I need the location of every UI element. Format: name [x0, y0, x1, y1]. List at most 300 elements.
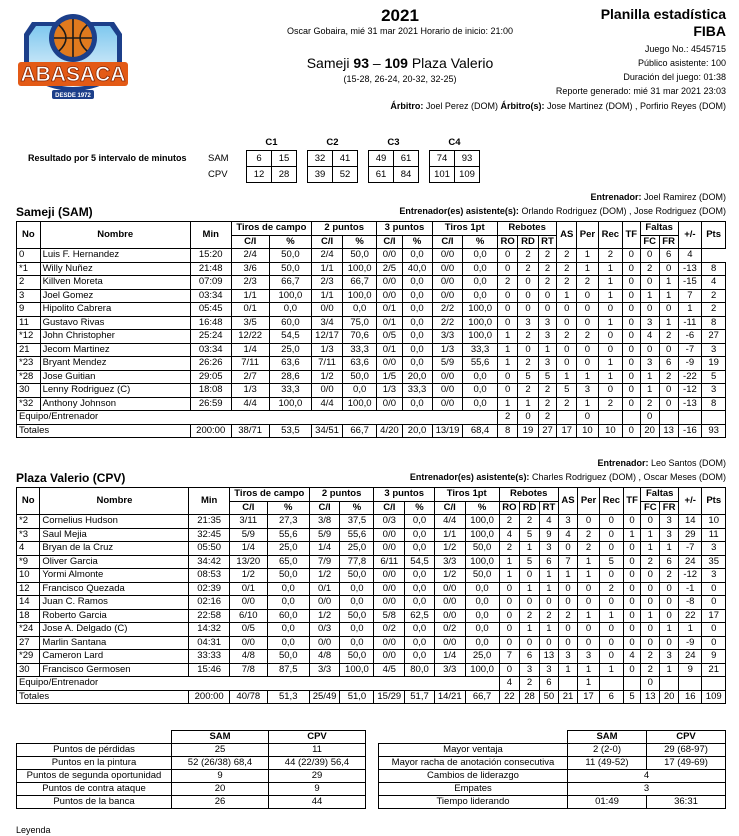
minutes: 15:46: [189, 663, 229, 677]
2pt-made-att: 12/17: [312, 330, 343, 344]
def-reb: 0: [518, 289, 538, 303]
player-name: Bryant Mendez: [40, 357, 190, 371]
blocks: 0: [623, 542, 641, 556]
fouls-received: 1: [659, 289, 678, 303]
summary-label: Cambios de liderazgo: [379, 770, 568, 783]
3pt-pct: 0,0: [405, 515, 435, 529]
2pt-made-att: 7/9: [309, 555, 340, 569]
total-reb: 6: [540, 555, 559, 569]
title-fiba: FIBA: [693, 23, 726, 39]
player-name: Joel Gomez: [40, 289, 190, 303]
ft-made-att: 0/0: [434, 636, 465, 650]
total-reb: 3: [538, 316, 557, 330]
off-reb: 0: [499, 663, 519, 677]
assists: 0: [557, 343, 577, 357]
fouls-received: 0: [660, 596, 679, 610]
ft-pct: 25,0: [465, 650, 499, 664]
col-made-attempted: C/I: [432, 235, 463, 249]
minutes: 18:08: [190, 384, 231, 398]
total-2pt-made-att: 34/51: [312, 424, 343, 438]
minutes: 14:32: [189, 623, 229, 637]
2pt-made-att: 0/1: [309, 582, 340, 596]
fouls-committed: 0: [640, 276, 659, 290]
plus-minus: 7: [678, 289, 702, 303]
title-main: Planilla estadística: [600, 6, 726, 22]
summary-value: 29 (68-97): [647, 744, 726, 757]
col-free-throws: Tiros 1pt: [432, 222, 497, 236]
3pt-made-att: 0/0: [374, 528, 405, 542]
turnovers: 2: [578, 528, 600, 542]
turnovers: 0: [578, 582, 600, 596]
total-reb: 3: [540, 663, 559, 677]
player-row: [17, 515, 726, 529]
2pt-made-att: 0/0: [312, 303, 343, 317]
game-meta: [520, 42, 726, 98]
fouls-received: 1: [659, 276, 678, 290]
off-reb: 0: [497, 316, 518, 330]
steals: 1: [598, 289, 622, 303]
fouls-committed: 1: [640, 384, 659, 398]
total-3pt-pct: 20,0: [402, 424, 432, 438]
assistant-label: Entrenador(es) asistente(s):: [409, 472, 530, 482]
player-number: 4: [17, 542, 40, 556]
points: 9: [702, 650, 726, 664]
col-2pt: 2 puntos: [309, 488, 374, 502]
summary-value: 4: [568, 770, 726, 783]
col-field-goals: Tiros de campo: [229, 488, 309, 502]
empty-cell: [702, 411, 726, 425]
col-percent: %: [267, 501, 309, 515]
total-reb: 5: [538, 370, 557, 384]
plus-minus: -7: [679, 542, 702, 556]
2pt-pct: 75,0: [342, 316, 376, 330]
summary-value: 01:49: [568, 796, 647, 809]
2pt-made-att: 7/11: [312, 357, 343, 371]
player-row: [17, 357, 726, 371]
summary-table-game: [378, 730, 726, 809]
player-stats-table: [16, 487, 726, 704]
col-total-reb: RT: [538, 235, 557, 249]
fg-made-att: 1/2: [229, 569, 267, 583]
fouls-received: 6: [660, 555, 679, 569]
fg-pct: 50,0: [269, 249, 311, 263]
ft-made-att: 0/0: [432, 249, 463, 263]
plus-minus: 14: [679, 515, 702, 529]
3pt-pct: 0,0: [402, 357, 432, 371]
player-name: Saul Mejia: [40, 528, 189, 542]
2pt-made-att: 1/2: [309, 609, 340, 623]
game-number: Juego No.: 4545715: [644, 44, 726, 54]
fg-pct: 100,0: [269, 397, 311, 411]
player-name: Jose Guitian: [40, 370, 190, 384]
fg-pct: 54,5: [269, 330, 311, 344]
blocks: 0: [622, 262, 640, 276]
fg-made-att: 2/4: [231, 249, 269, 263]
3pt-made-att: 0/0: [377, 276, 402, 290]
player-number: *3: [17, 528, 40, 542]
2pt-pct: 50,0: [340, 650, 374, 664]
plus-minus: 24: [679, 555, 702, 569]
empty-cell: [678, 411, 702, 425]
col-total-reb: RT: [540, 501, 559, 515]
summary-label: Puntos de pérdidas: [17, 744, 172, 757]
total-2pt-pct: 51,0: [340, 690, 374, 704]
player-name: Oliver Garcia: [40, 555, 189, 569]
summary-row: [17, 783, 366, 796]
player-name: Willy Nuñez: [40, 262, 190, 276]
steals: 0: [599, 636, 623, 650]
total-fouls-committed: 13: [641, 690, 660, 704]
player-row: [17, 555, 726, 569]
interval-value: 101: [430, 167, 455, 183]
3pt-made-att: 0/0: [377, 249, 402, 263]
summary-team-header: CPV: [269, 731, 366, 744]
interval-value: 61: [394, 151, 419, 167]
player-row: [17, 276, 726, 290]
ft-made-att: 3/3: [432, 330, 463, 344]
player-number: *24: [17, 623, 40, 637]
assists: 0: [558, 542, 577, 556]
summary-value: 29: [269, 770, 366, 783]
team-coach-label: Equipo/Entrenador: [17, 411, 191, 425]
team-name: Sameji (SAM): [16, 205, 93, 219]
fouls-committed: 0: [640, 411, 659, 425]
def-reb: 2: [518, 384, 538, 398]
total-reb: 0: [540, 596, 559, 610]
fouls-committed: 2: [641, 555, 660, 569]
player-row: [17, 582, 726, 596]
assists: 2: [557, 249, 577, 263]
total-minutes: 200:00: [190, 424, 231, 438]
fg-pct: 0,0: [267, 596, 309, 610]
summary-label: Empates: [379, 783, 568, 796]
team-coach-label: Equipo/Entrenador: [17, 677, 189, 691]
col-percent: %: [402, 235, 432, 249]
2pt-pct: 70,6: [342, 330, 376, 344]
col-off-reb: RO: [499, 501, 519, 515]
blocks: 0: [623, 596, 641, 610]
summary-team-header: CPV: [647, 731, 726, 744]
ft-pct: 55,6: [463, 357, 497, 371]
total-reb: 4: [540, 515, 559, 529]
def-reb: 2: [520, 515, 540, 529]
away-score: 109: [384, 55, 408, 71]
assists: 1: [557, 289, 577, 303]
referees-label: Árbitro(s):: [500, 101, 545, 111]
turnovers: 3: [577, 384, 599, 398]
turnovers: 0: [577, 343, 599, 357]
fg-pct: 0,0: [269, 303, 311, 317]
ft-made-att: 0/0: [434, 609, 465, 623]
player-number: 11: [17, 316, 41, 330]
off-reb: 2: [499, 515, 519, 529]
def-reb: 5: [518, 370, 538, 384]
points: 10: [702, 515, 726, 529]
empty-cell: [660, 677, 679, 691]
total-fg-made-att: 40/78: [229, 690, 267, 704]
assists: 2: [557, 262, 577, 276]
total-steals: 6: [599, 690, 623, 704]
summary-value: 9: [172, 770, 269, 783]
game-duration: Duración del juego: 01:38: [623, 72, 726, 82]
turnovers: 2: [578, 542, 600, 556]
2pt-pct: 77,8: [340, 555, 374, 569]
fouls-received: 2: [660, 569, 679, 583]
fg-made-att: 2/7: [231, 370, 269, 384]
3pt-pct: 0,0: [402, 276, 432, 290]
fg-pct: 50,0: [269, 262, 311, 276]
plus-minus: 9: [679, 663, 702, 677]
3pt-made-att: 0/0: [374, 582, 405, 596]
player-row: [17, 528, 726, 542]
fouls-committed: 0: [641, 582, 660, 596]
interval-value: 28: [272, 167, 297, 183]
blocks: 0: [622, 303, 640, 317]
empty-cell: [557, 411, 577, 425]
steals: 5: [599, 555, 623, 569]
interval-value: 93: [455, 151, 480, 167]
fg-pct: 0,0: [267, 582, 309, 596]
minutes: 26:59: [190, 397, 231, 411]
fouls-received: 0: [659, 397, 678, 411]
3pt-pct: 0,0: [405, 623, 435, 637]
fg-pct: 60,0: [269, 316, 311, 330]
2pt-pct: 0,0: [340, 636, 374, 650]
ft-pct: 0,0: [463, 397, 497, 411]
3pt-pct: 33,3: [402, 384, 432, 398]
summary-value: 11 (49-52): [568, 757, 647, 770]
2pt-pct: 50,0: [340, 609, 374, 623]
total-fouls-received: 20: [660, 690, 679, 704]
season-year: 2021: [381, 6, 419, 25]
total-reb: 3: [540, 542, 559, 556]
steals: 0: [599, 569, 623, 583]
plus-minus: -8: [679, 596, 702, 610]
total-reb: 1: [538, 343, 557, 357]
player-number: *32: [17, 397, 41, 411]
total-def-reb: 19: [518, 424, 538, 438]
total-off-reb: 8: [497, 424, 518, 438]
player-row: [17, 316, 726, 330]
interval-value: 41: [333, 151, 358, 167]
fouls-received: 0: [659, 384, 678, 398]
steals: 0: [599, 623, 623, 637]
col-fouls-received: FR: [659, 235, 678, 249]
points: 3: [702, 384, 726, 398]
summary-label: Mayor racha de anotación consecutiva: [379, 757, 568, 770]
assistant-names: Orlando Rodriguez (DOM) , Jose Rodriguez (DOM): [521, 206, 726, 216]
3pt-pct: 0,0: [402, 303, 432, 317]
3pt-pct: 0,0: [405, 569, 435, 583]
def-reb: 2: [518, 357, 538, 371]
fg-pct: 27,3: [267, 515, 309, 529]
col-percent: %: [340, 501, 374, 515]
minutes: 05:50: [189, 542, 229, 556]
plus-minus: 29: [679, 528, 702, 542]
off-reb: 1: [499, 555, 519, 569]
summary-value: 17 (49-69): [647, 757, 726, 770]
total-minutes: 200:00: [189, 690, 229, 704]
points: 17: [702, 609, 726, 623]
def-reb: 0: [518, 411, 538, 425]
player-name: Jose A. Delgado (C): [40, 623, 189, 637]
fouls-committed: 0: [641, 636, 660, 650]
summary-value: 9: [269, 783, 366, 796]
interval-value: 12: [247, 167, 272, 183]
3pt-pct: 0,0: [402, 249, 432, 263]
ft-pct: 100,0: [463, 303, 497, 317]
col-name: Nombre: [40, 488, 189, 515]
col-no: No: [17, 488, 40, 515]
col-percent: %: [465, 501, 499, 515]
fouls-committed: 0: [641, 569, 660, 583]
total-points: 109: [702, 690, 726, 704]
points: 3: [702, 542, 726, 556]
3pt-made-att: 2/5: [377, 262, 402, 276]
assistant-names: Charles Rodriguez (DOM) , Oscar Meses (DOM): [531, 472, 726, 482]
player-name: Yormi Almonte: [40, 569, 189, 583]
interval-row: [204, 151, 480, 167]
summary-row: [379, 796, 726, 809]
assists: 0: [558, 636, 577, 650]
fg-made-att: 12/22: [231, 330, 269, 344]
col-made-attempted: C/I: [434, 501, 465, 515]
plus-minus: -9: [678, 357, 702, 371]
total-fg-made-att: 38/71: [231, 424, 269, 438]
2pt-pct: 66,7: [342, 276, 376, 290]
referees-other: Jose Martinez (DOM) , Porfirio Reyes (DOM): [546, 101, 726, 111]
interval-value: 52: [333, 167, 358, 183]
col-field-goals: Tiros de campo: [231, 222, 312, 236]
3pt-made-att: 0/5: [377, 330, 402, 344]
steals: 1: [598, 262, 622, 276]
player-number: *23: [17, 357, 41, 371]
interval-label: Resultado por 5 intervalo de minutos: [28, 153, 187, 163]
fouls-committed: 3: [640, 316, 659, 330]
fouls-committed: 2: [641, 650, 660, 664]
ft-pct: 0,0: [465, 609, 499, 623]
3pt-made-att: 0/0: [374, 636, 405, 650]
points: 0: [702, 623, 726, 637]
total-2pt-made-att: 25/49: [309, 690, 340, 704]
assists: 0: [557, 357, 577, 371]
def-reb: 3: [520, 663, 540, 677]
3pt-made-att: 0/0: [377, 289, 402, 303]
2pt-pct: 100,0: [342, 262, 376, 276]
ft-made-att: 5/9: [432, 357, 463, 371]
total-plus-minus: -16: [678, 424, 702, 438]
fg-made-att: 4/4: [231, 397, 269, 411]
total-reb: 1: [540, 569, 559, 583]
off-reb: 7: [499, 650, 519, 664]
player-name: Bryan de la Cruz: [40, 542, 189, 556]
plus-minus: 1: [678, 303, 702, 317]
player-name: Cameron Lard: [40, 650, 189, 664]
2pt-pct: 0,0: [342, 384, 376, 398]
assists: 0: [557, 303, 577, 317]
player-row: [17, 330, 726, 344]
away-team-name: Plaza Valerio: [411, 55, 494, 71]
fouls-received: 6: [659, 249, 678, 263]
total-3pt-made-att: 4/20: [377, 424, 402, 438]
document-title: [520, 6, 726, 40]
2pt-made-att: 1/3: [312, 343, 343, 357]
total-reb: 2: [538, 411, 557, 425]
off-reb: 1: [497, 397, 518, 411]
logo-since: DESDE 1972: [55, 93, 91, 99]
fg-made-att: 4/8: [229, 650, 267, 664]
player-number: 18: [17, 609, 40, 623]
col-2pt: 2 puntos: [312, 222, 377, 236]
col-fouls-committed: FC: [641, 501, 660, 515]
summary-row: [379, 770, 726, 783]
fg-pct: 50,0: [267, 569, 309, 583]
blocks: 0: [623, 663, 641, 677]
def-reb: 2: [518, 249, 538, 263]
fg-pct: 66,7: [269, 276, 311, 290]
player-name: Lenny Rodriguez (C): [40, 384, 190, 398]
2pt-pct: 0,0: [340, 582, 374, 596]
plus-minus: -12: [679, 569, 702, 583]
total-reb: 2: [538, 384, 557, 398]
total-reb: 6: [540, 677, 559, 691]
plus-minus: -1: [679, 582, 702, 596]
def-reb: 2: [520, 677, 540, 691]
ft-pct: 33,3: [463, 343, 497, 357]
total-reb: 1: [540, 582, 559, 596]
off-reb: 2: [499, 542, 519, 556]
assists: 5: [557, 384, 577, 398]
off-reb: 4: [499, 528, 519, 542]
fg-pct: 100,0: [269, 289, 311, 303]
coach-name: Leo Santos (DOM): [650, 458, 726, 468]
col-fouls: Faltas: [640, 222, 678, 236]
empty-cell: [598, 411, 622, 425]
ft-pct: 0,0: [463, 276, 497, 290]
total-fg-pct: 51,3: [267, 690, 309, 704]
ft-pct: 100,0: [465, 528, 499, 542]
3pt-pct: 0,0: [402, 289, 432, 303]
fouls-committed: 0: [640, 343, 659, 357]
fouls-committed: 1: [641, 528, 660, 542]
def-reb: 1: [520, 623, 540, 637]
ft-made-att: 2/2: [432, 316, 463, 330]
player-stats-table: [16, 221, 726, 438]
points: 0: [702, 582, 726, 596]
player-name: Francisco Quezada: [40, 582, 189, 596]
fg-made-att: 0/0: [229, 636, 267, 650]
logo-wordmark: ABASACA: [20, 63, 126, 86]
plus-minus: -11: [678, 316, 702, 330]
player-name: Roberto Garcia: [40, 609, 189, 623]
plus-minus: -13: [678, 262, 702, 276]
fouls-received: 1: [660, 663, 679, 677]
fg-made-att: 0/1: [231, 303, 269, 317]
team-coach-row: [17, 411, 726, 425]
interval-table: [204, 135, 480, 183]
points: 21: [702, 663, 726, 677]
3pt-pct: 80,0: [405, 663, 435, 677]
turnovers: 2: [577, 330, 599, 344]
player-number: 30: [17, 384, 41, 398]
minutes: 08:53: [189, 569, 229, 583]
steals: 1: [599, 609, 623, 623]
player-row: [17, 262, 726, 276]
3pt-made-att: 0/1: [377, 303, 402, 317]
col-rebounds: Rebotes: [497, 222, 557, 236]
def-reb: 5: [520, 555, 540, 569]
ft-made-att: 0/2: [434, 623, 465, 637]
